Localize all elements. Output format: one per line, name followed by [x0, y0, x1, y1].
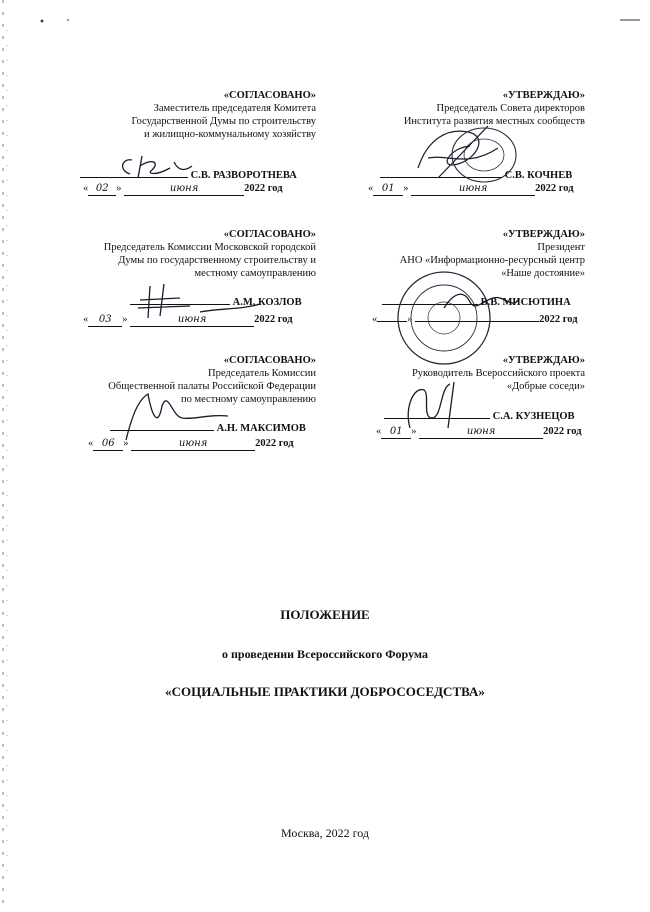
approval-line: Председатель Комиссии	[208, 368, 316, 379]
approval-line: «Наше достояние»	[501, 268, 585, 279]
date-row-left-3: « 06 » июня 2022 год	[88, 438, 294, 449]
date-day: 01	[381, 425, 411, 439]
approval-line: Государственной Думы по строительству	[131, 116, 316, 127]
signer-row-left-1	[80, 169, 318, 182]
approval-header: «СОГЛАСОВАНО»	[223, 229, 316, 240]
signer-name: А.Н. МАКСИМОВ	[216, 423, 306, 434]
date-day: 02	[88, 182, 116, 196]
signer-row-right-3	[384, 410, 575, 423]
approval-line: по местному самоуправлению	[180, 394, 316, 405]
scan-speck-marks	[40, 14, 640, 28]
signer-name: В.В. МИСЮТИНА	[480, 297, 571, 308]
forum-name: «СОЦИАЛЬНЫЕ ПРАКТИКИ ДОБРОСОСЕДСТВА»	[165, 684, 485, 699]
approval-line: Думы по государственному строительству и	[118, 255, 316, 266]
date-row-left-1: « 02 » июня 2022 год	[83, 183, 283, 194]
approval-header: «УТВЕРЖДАЮ»	[502, 229, 585, 240]
scan-edge-marks	[0, 0, 14, 912]
date-month: июня	[419, 425, 543, 439]
approval-line: Председатель Совета директоров	[436, 103, 585, 114]
approval-line: Председатель Комиссии Московской городской	[103, 242, 316, 253]
signer-row-right-1	[380, 169, 572, 182]
signer-name: С.В. КОЧНЕВ	[504, 170, 573, 181]
approval-right-2	[325, 228, 585, 280]
approval-line: Заместитель председателя Комитета	[153, 103, 316, 114]
approval-line: Руководитель Всероссийского проекта	[411, 368, 585, 379]
signer-name: С.В. РАЗВОРОТНЕВА	[190, 170, 297, 181]
date-row-right-1: « 01 » июня 2022 год	[368, 183, 574, 194]
approval-line: Института развития местных сообществ	[403, 116, 585, 127]
signer-row-right-2	[382, 296, 571, 309]
approval-header: «СОГЛАСОВАНО»	[223, 355, 316, 366]
approval-line: местному самоуправлению	[194, 268, 316, 279]
approval-line: Президент	[537, 242, 585, 253]
date-row-right-2: « » 2022 год	[372, 314, 578, 325]
date-year: 2022 год	[255, 438, 294, 449]
approval-header: «УТВЕРЖДАЮ»	[502, 355, 585, 366]
approval-line: «Добрые соседи»	[506, 381, 585, 392]
date-year: 2022 год	[539, 314, 578, 325]
approval-left-3	[36, 354, 316, 406]
signer-row-left-2	[130, 296, 302, 309]
date-year: 2022 год	[254, 314, 293, 325]
approval-header: «УТВЕРЖДАЮ»	[502, 90, 585, 101]
date-day: 01	[373, 182, 403, 196]
date-year: 2022 год	[535, 183, 574, 194]
document-title: ПОЛОЖЕНИЕ	[280, 607, 370, 622]
approval-right-1	[325, 89, 585, 128]
approval-line: и жилищно-коммунальному хозяйству	[144, 129, 316, 140]
date-month: июня	[124, 182, 244, 196]
date-month: июня	[130, 313, 254, 327]
date-month	[415, 321, 539, 322]
date-row-left-2: « 03 » июня 2022 год	[83, 314, 293, 325]
date-month: июня	[131, 437, 255, 451]
approval-line: АНО «Информационно-ресурсный центр	[399, 255, 585, 266]
document-subtitle: о проведении Всероссийского Форума	[221, 647, 429, 661]
date-day: 06	[93, 437, 123, 451]
place-year: Москва, 2022 год	[280, 826, 370, 840]
approval-right-3	[325, 354, 585, 393]
signer-name: А.М. КОЗЛОВ	[232, 297, 302, 308]
date-day	[377, 321, 407, 322]
date-year: 2022 год	[244, 183, 283, 194]
date-day: 03	[88, 313, 122, 327]
approval-line: Общественной палаты Российской Федерации	[108, 381, 316, 392]
approval-left-1	[56, 89, 316, 141]
approval-left-2	[36, 228, 316, 280]
date-row-right-3: « 01 » июня 2022 год	[376, 426, 582, 437]
signer-row-left-3	[110, 422, 306, 435]
date-year: 2022 год	[543, 426, 582, 437]
date-month: июня	[411, 182, 535, 196]
signer-name: С.А. КУЗНЕЦОВ	[492, 411, 575, 422]
approval-header: «СОГЛАСОВАНО»	[223, 90, 316, 101]
